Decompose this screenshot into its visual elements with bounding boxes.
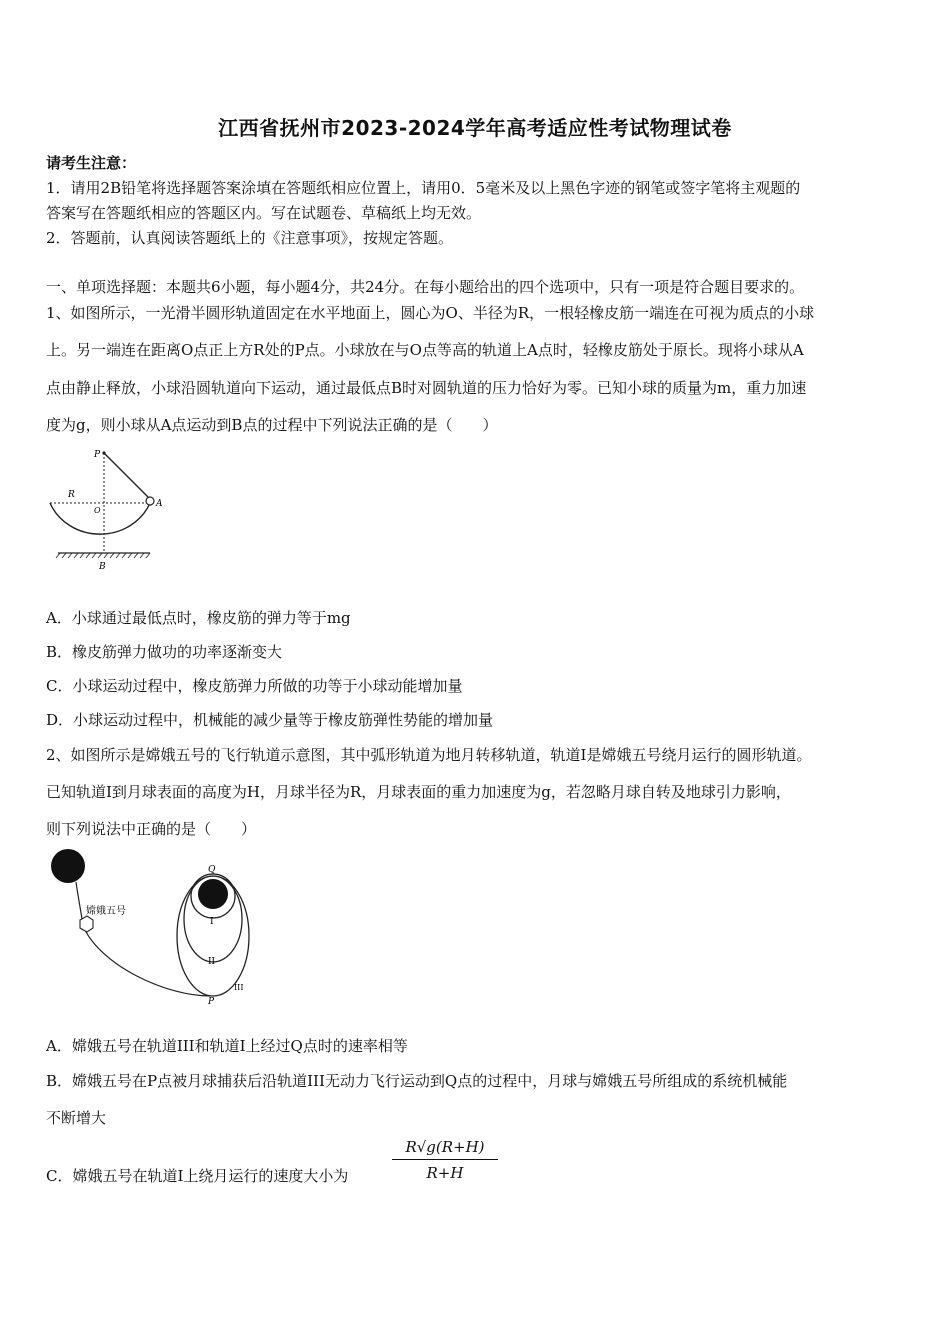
q2-fig-label-probe: 嫦娥五号 <box>86 906 126 917</box>
q1-option-c: C．小球运动过程中，橡皮筋弹力所做的功等于小球动能增加量 <box>46 677 463 695</box>
notice-line-2: 答案写在答题纸相应的答题区内。写在试题卷、草稿纸上均无效。 <box>46 204 482 222</box>
q1-fig-label-a: A <box>156 499 163 509</box>
q2-figure <box>46 846 256 1008</box>
q1-option-d: D．小球运动过程中，机械能的减少量等于橡皮筋弹性势能的增加量 <box>46 711 494 729</box>
q1-text-line-1: 1、如图所示，一光滑半圆形轨道固定在水平地面上，圆心为O、半径为R，一根轻橡皮筋一端连在可视为质点的小球 <box>46 304 815 322</box>
q1-fig-point-p <box>102 451 105 454</box>
q2-fig-label-ii: II <box>208 957 216 967</box>
q1-text-line-2: 上。另一端连在距离O点正上方R处的P点。小球放在与O点等高的轨道上A点时，轻橡皮筋处于原长。现将小球从A <box>46 341 804 359</box>
q2-fig-label-i: I <box>210 917 214 927</box>
q2-fig-label-iii: III <box>234 983 244 992</box>
q2-option-c: C．嫦娥五号在轨道I上绕月运行的速度大小为 <box>46 1167 349 1185</box>
q2-option-a: A．嫦娥五号在轨道III和轨道I上经过Q点时的速率相等 <box>46 1037 408 1055</box>
q2-fig-transfer-orbit-lower <box>84 928 210 996</box>
q2-option-c-numerator: R√g(R+H) <box>392 1138 498 1160</box>
notice-heading: 请考生注意： <box>46 154 137 172</box>
page-title: 江西省抚州市2023-2024学年高考适应性考试物理试卷 <box>218 116 732 140</box>
q2-option-b-line-2: 不断增大 <box>46 1109 107 1127</box>
q1-fig-label-b: B <box>99 562 106 572</box>
q2-text-line-2: 已知轨道I到月球表面的高度为H，月球半径为R，月球表面的重力加速度为g，若忽略月球自转及地球引力影响， <box>46 783 791 801</box>
q1-text-line-3: 点由静止释放，小球沿圆轨道向下运动，通过最低点B时对圆轨道的压力恰好为零。已知小球的质量为m，重力加速 <box>46 379 807 397</box>
q1-fig-ball <box>146 497 154 505</box>
q2-fig-moon <box>198 879 228 909</box>
q2-option-b-line-1: B．嫦娥五号在P点被月球捕获后沿轨道III无动力飞行运动到Q点的过程中，月球与嫦娥五号所组成的系统机械能 <box>46 1072 788 1090</box>
q2-text-line-1: 2、如图所示是嫦娥五号的飞行轨道示意图，其中弧形轨道为地月转移轨道，轨道I是嫦娥五号绕月运行的圆形轨道。 <box>46 746 812 764</box>
q1-fig-elastic <box>104 453 148 497</box>
section-heading: 一、单项选择题：本题共6小题，每小题4分，共24分。在每小题给出的四个选项中，只有一项是符合题目要求的。 <box>46 278 805 296</box>
q1-option-b: B．橡皮筋弹力做功的功率逐渐变大 <box>46 643 283 661</box>
q2-fig-label-q: Q <box>208 865 216 875</box>
notice-line-3: 2．答题前，认真阅读答题纸上的《注意事项》，按规定答题。 <box>46 229 454 247</box>
q2-text-line-3: 则下列说法中正确的是（ ） <box>46 820 257 838</box>
q2-fig-probe-icon <box>80 916 93 932</box>
notice-line-1: 1．请用2B铅笔将选择题答案涂填在答题纸相应位置上，请用0．5毫米及以上黑色字迹的钢笔或签字笔将主观题的 <box>46 179 801 197</box>
q1-option-a: A．小球通过最低点时，橡皮筋的弹力等于mg <box>46 609 351 627</box>
q2-option-c-formula <box>392 1138 498 1182</box>
q2-option-c-denominator: R+H <box>426 1164 464 1182</box>
q1-figure <box>46 445 176 573</box>
q2-fig-label-p: P <box>208 997 215 1007</box>
q1-fig-label-p: P <box>94 450 101 460</box>
q1-fig-ground-hatch <box>56 553 150 558</box>
q1-fig-label-r: R <box>68 490 75 500</box>
q1-text-line-4: 度为g，则小球从A点运动到B点的过程中下列说法正确的是（ ） <box>46 416 498 434</box>
q1-fig-label-o: O <box>94 506 101 515</box>
q2-fig-earth <box>51 849 85 883</box>
